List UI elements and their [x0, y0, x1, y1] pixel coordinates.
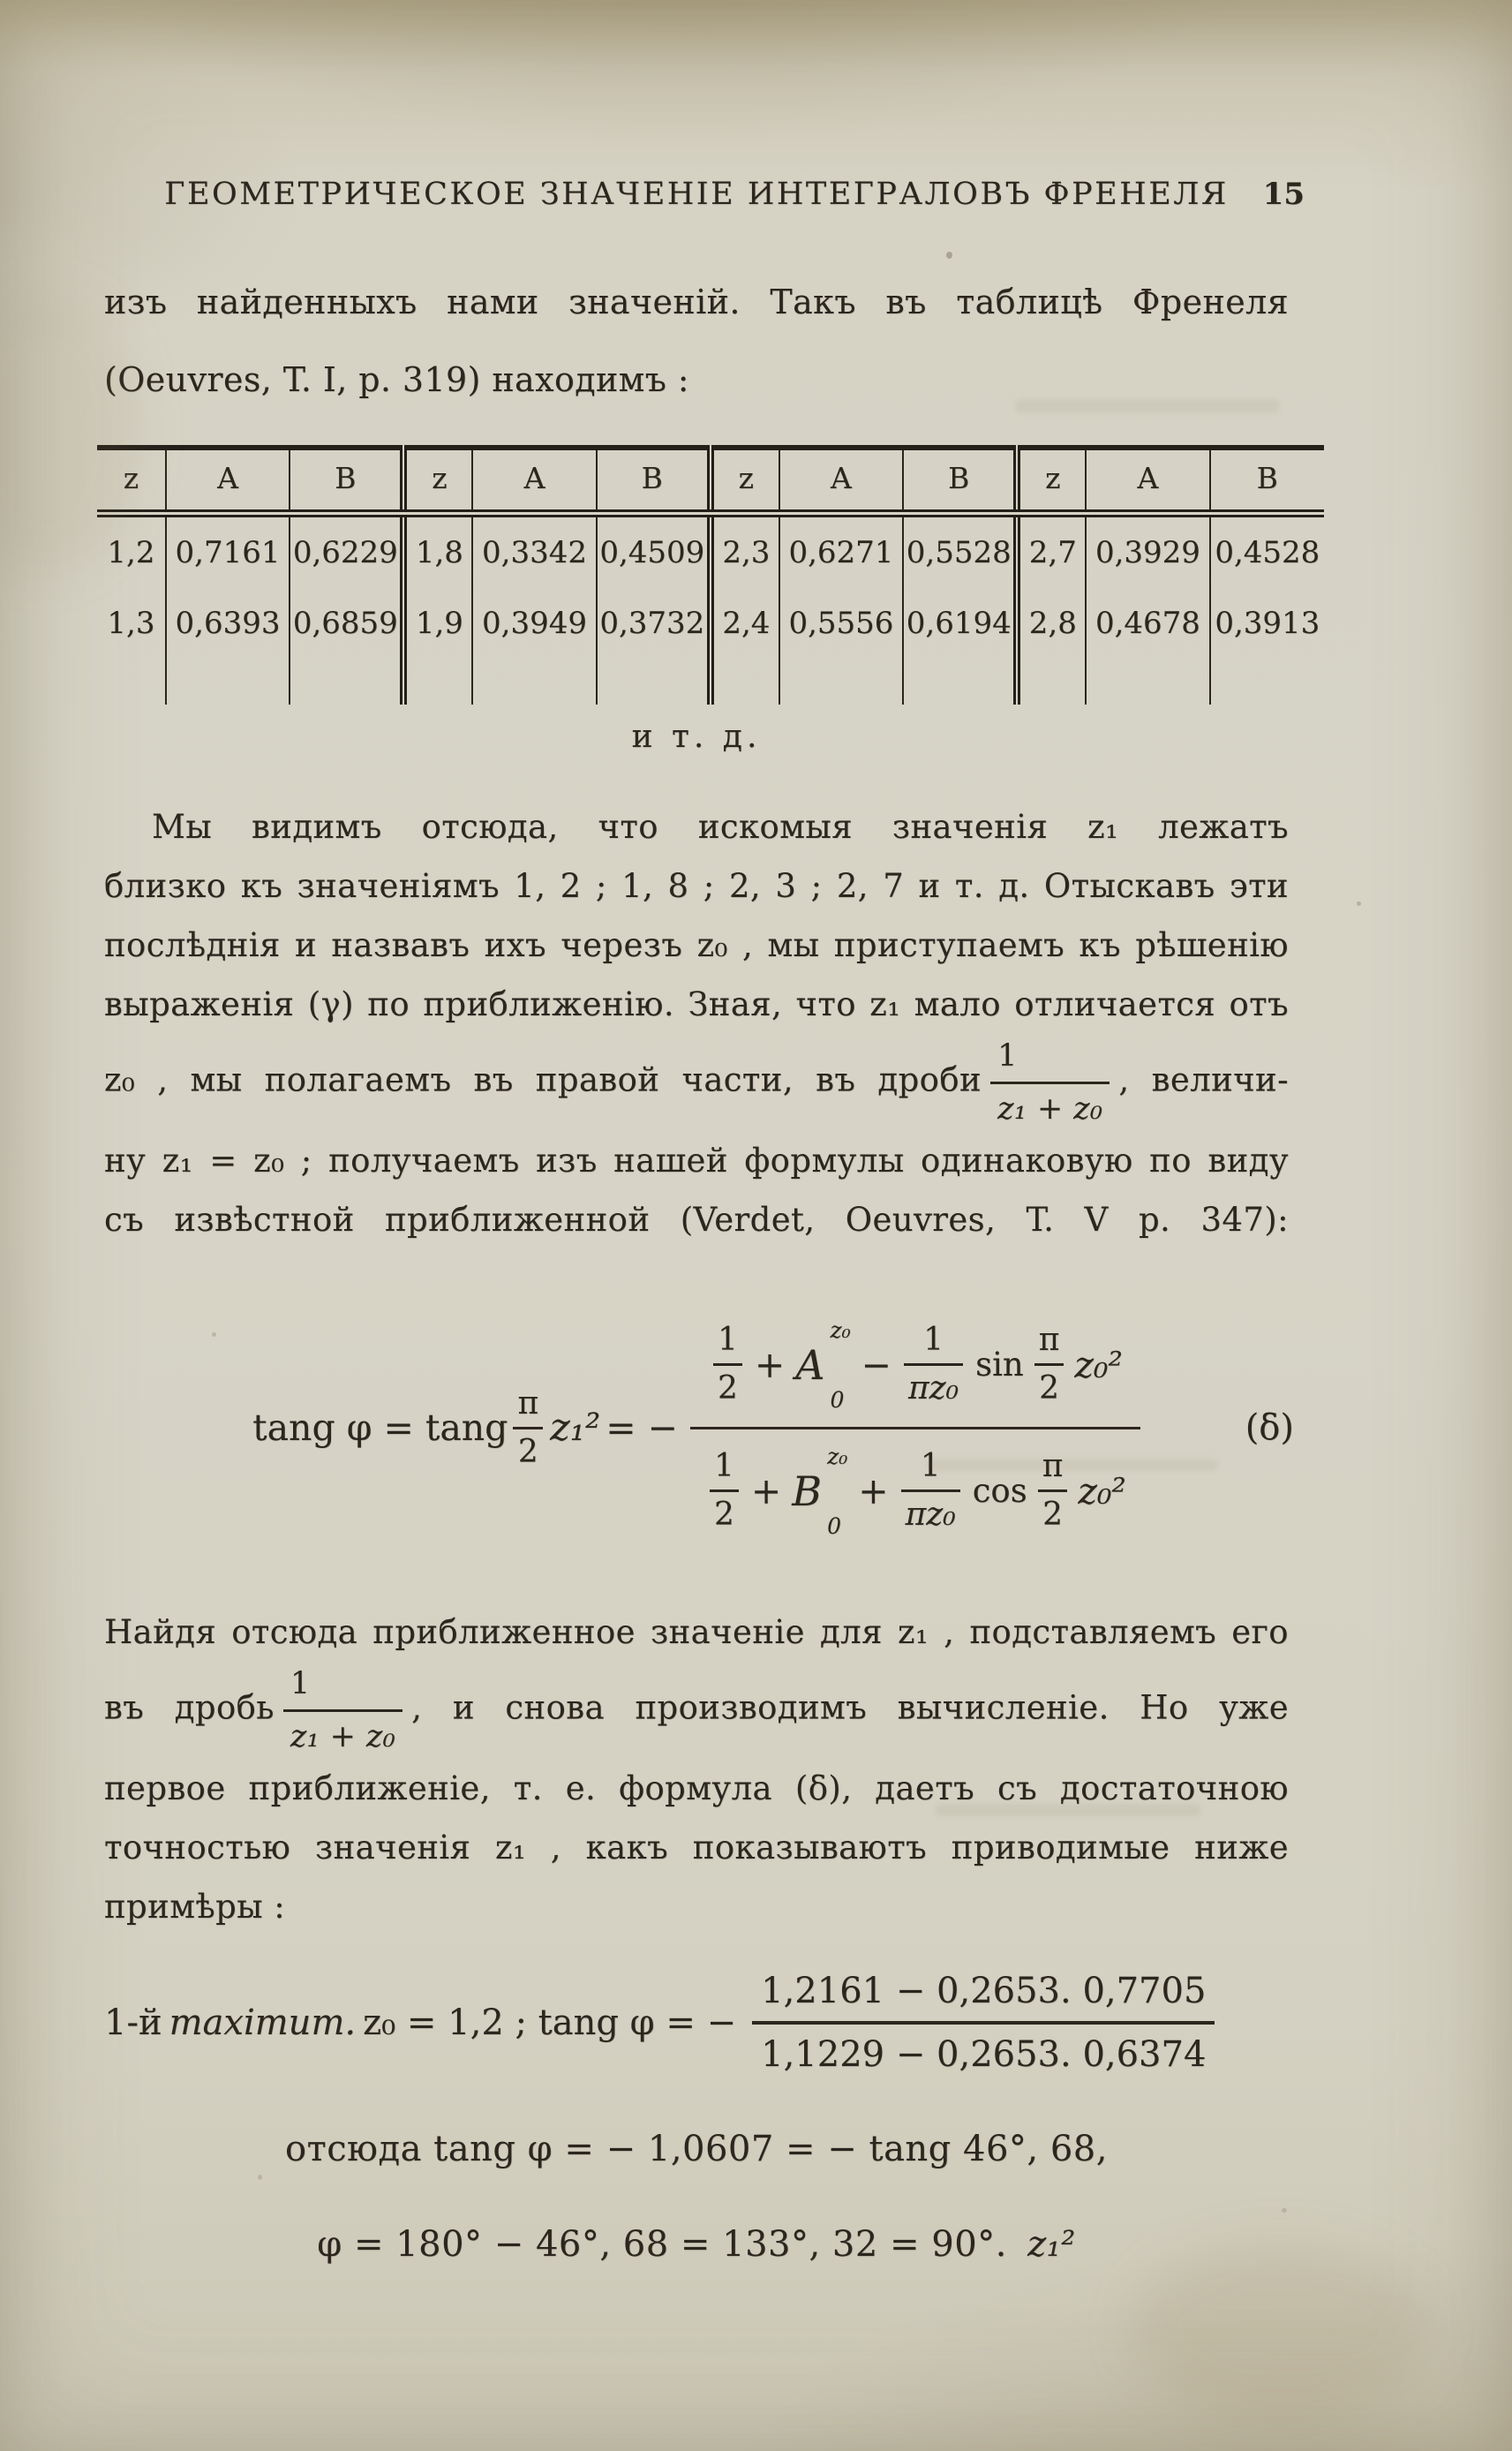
z0-squared: z₀² — [1074, 1343, 1123, 1386]
example-equation-text: z₀ = 1,2 ; tang φ = − — [363, 2002, 737, 2043]
paragraph-line-with-fraction — [104, 1662, 1289, 1759]
integral-symbol-A: A — [795, 1340, 825, 1389]
table-cell: 0,7161 — [166, 514, 290, 589]
table-row — [97, 588, 1324, 659]
etc-caption: и т. д. — [631, 719, 762, 755]
paragraph-line: точностью значенія z₁ , какъ показываютъ приводимые ниже — [104, 1829, 1289, 1867]
fraction-denominator: z₁ + z₀ — [997, 1090, 1103, 1127]
ink-speck — [946, 252, 952, 259]
result-line-phi — [104, 2224, 1289, 2265]
result-phi-text: φ = 180° − 46°, 68 = 133°, 32 = 90°. — [317, 2224, 1007, 2265]
result-line-tang: отсюда tang φ = − 1,0607 = − tang 46°, 68, — [285, 2129, 1108, 2169]
fraction-denominator: 1,1229 − 0,2653. 0,6374 — [761, 2034, 1207, 2075]
table-cell: 0,6393 — [166, 588, 290, 659]
example-intro-paragraph — [104, 1603, 1289, 1936]
table-header-row — [97, 448, 1324, 514]
example-latin-word: maximum. — [169, 2002, 357, 2043]
line-text: z₀ , мы полагаемъ въ правой части, въ дроби — [104, 1060, 982, 1099]
table-cell: 0,3342 — [472, 514, 596, 589]
line-text: , и снова производимъ вычисленіе. Но уже — [411, 1688, 1289, 1727]
table-cell: 2,8 — [1017, 588, 1086, 659]
pi-over-two-fraction: π 2 — [1034, 1324, 1064, 1406]
table-cell: 0,3913 — [1210, 588, 1324, 659]
ink-speck — [1282, 2208, 1287, 2213]
paragraph-line: первое приближеніе, т. е. формула (δ), даетъ съ достаточною — [104, 1769, 1289, 1807]
table-cell: 2,4 — [711, 588, 779, 659]
z0-squared: z₀² — [1078, 1469, 1126, 1512]
table-cell: 0,5556 — [779, 588, 903, 659]
table-cell: 1,8 — [403, 514, 472, 589]
inline-fraction — [283, 1667, 402, 1753]
one-half-fraction: 1 2 — [710, 1450, 739, 1532]
table-header-cell: B — [290, 448, 403, 514]
table-cell: 2,7 — [1017, 514, 1086, 589]
fraction-numerator: 1 — [990, 1039, 1110, 1084]
paragraph-line: Мы видимъ отсюда, что искомыя значенія z₁ лежатъ — [152, 808, 1289, 846]
page-title: ГЕОМЕТРИЧЕСКОЕ ЗНАЧЕНІЕ ИНТЕГРАЛОВЪ ФРЕНЕЛЯ — [164, 177, 1229, 212]
table-cell: 0,4509 — [597, 514, 711, 589]
line-text: , величи- — [1118, 1060, 1289, 1099]
paragraph-line: примѣры : — [104, 1888, 286, 1926]
intro-line: изъ найденныхъ нами значеній. Такъ въ таблицѣ Френеля — [104, 283, 1289, 321]
example-ordinal: 1-й — [104, 2002, 162, 2043]
paragraph-line: Найдя отсюда приближенное значеніе для z₁ , подставляемъ его — [104, 1613, 1289, 1651]
ink-speck — [258, 2175, 262, 2180]
formula-big-fraction — [690, 1316, 1140, 1539]
integral-limits: z₀ 0 — [827, 1443, 848, 1539]
table-open-bottom-row — [97, 659, 1324, 705]
page-number: 15 — [1262, 177, 1305, 212]
table-cell: 2,3 — [711, 514, 779, 589]
big-fraction-numerator: 1 2 + A z₀ 0 − $\frac{1}{\text{πz₀}}$ sin π 2 z₀² — [690, 1319, 1140, 1429]
one-over-pi-z0-fraction: $\frac{1}{\text{πz₀}}$ — [901, 1450, 960, 1532]
intro-paragraph — [104, 263, 1289, 419]
line-text: въ дробь — [104, 1688, 275, 1727]
pi-over-two-fraction: π 2 — [1038, 1450, 1068, 1532]
paragraph-line: выраженія (γ) по приближенію. Зная, что z₁ мало отличается отъ — [104, 985, 1289, 1023]
table-cell: 0,4528 — [1210, 514, 1324, 589]
fraction-numerator: 1,2161 − 0,2653. 0,7705 — [752, 1972, 1215, 2025]
formula-label: (δ) — [1245, 1407, 1294, 1448]
table-header-cell: z — [97, 448, 166, 514]
table-header-cell: z — [711, 448, 779, 514]
paragraph-line: близко къ значеніямъ 1, 2 ; 1, 8 ; 2, 3 ; 2, 7 и т. д. Отыскавъ эти — [104, 867, 1289, 905]
table-cell: 1,3 — [107, 606, 155, 641]
table-header-cell: A — [166, 448, 290, 514]
fresnel-values-table — [97, 445, 1324, 705]
table-header-cell: B — [903, 448, 1017, 514]
one-half-fraction: 1 2 — [713, 1324, 742, 1406]
table-cell: 0,5528 — [903, 514, 1017, 589]
z1-squared: z₁² — [550, 1406, 601, 1450]
example-formula-line — [104, 1972, 1289, 2074]
sin-function: sin — [975, 1346, 1024, 1384]
big-fraction-denominator: 1 2 + B z₀ 0 + $\frac{1}{\text{πz₀}}$ cos π 2 z₀² — [690, 1429, 1140, 1537]
z1-squared: z₁² — [1027, 2224, 1076, 2265]
fraction-denominator: z₁ + z₀ — [290, 1718, 396, 1754]
paragraph-line: послѣднія и назвавъ ихъ черезъ z₀ , мы приступаемъ къ рѣшенію — [104, 926, 1289, 964]
table-cell: 0,6194 — [903, 588, 1017, 659]
integral-limits: z₀ 0 — [830, 1316, 851, 1413]
table-header-cell: z — [1017, 448, 1086, 514]
paper-stain — [1130, 2243, 1430, 2419]
intro-line: (Oeuvres, T. I, p. 319) находимъ : — [104, 360, 689, 399]
approximation-paragraph — [104, 797, 1289, 1249]
table-header-cell: A — [779, 448, 903, 514]
paragraph-line: ну z₁ = z₀ ; получаемъ изъ нашей формулы одинаковую по виду — [104, 1142, 1289, 1180]
table-cell: 0,6229 — [290, 514, 403, 589]
display-formula-delta — [104, 1295, 1294, 1560]
paragraph-line-with-fraction — [104, 1034, 1289, 1131]
integral-symbol-B: B — [792, 1467, 823, 1515]
running-head — [104, 0, 1305, 212]
table-cell: 0,3732 — [597, 588, 711, 659]
table-header-cell: A — [1086, 448, 1209, 514]
ink-speck — [1357, 901, 1361, 906]
table-header-cell: B — [1210, 448, 1324, 514]
table-cell: 1,2 — [107, 535, 155, 570]
table-cell: 1,9 — [403, 588, 472, 659]
table-row — [97, 514, 1324, 589]
example-fraction — [752, 1972, 1215, 2074]
table-cell: 0,3929 — [1086, 514, 1209, 589]
paragraph-line: съ извѣстной приближенной (Verdet, Oeuvres, T. V p. 347): — [104, 1201, 1289, 1239]
table-cell: 0,3949 — [472, 588, 596, 659]
pi-over-two-fraction: π 2 — [513, 1387, 543, 1469]
equals-minus: = − — [606, 1406, 678, 1449]
inline-fraction — [990, 1039, 1110, 1126]
formula-lhs-tang: tang φ = tang — [252, 1406, 508, 1449]
table-cell: 0,6271 — [779, 514, 903, 589]
table-header-cell: B — [597, 448, 711, 514]
table-header-cell: z — [403, 448, 472, 514]
one-over-pi-z0-fraction: $\frac{1}{\text{πz₀}}$ — [904, 1324, 963, 1406]
table-header-cell: A — [472, 448, 596, 514]
table-cell: 0,6859 — [290, 588, 403, 659]
table-cell: 0,4678 — [1086, 588, 1209, 659]
fraction-numerator: 1 — [283, 1667, 402, 1712]
cos-function: cos — [972, 1472, 1027, 1510]
